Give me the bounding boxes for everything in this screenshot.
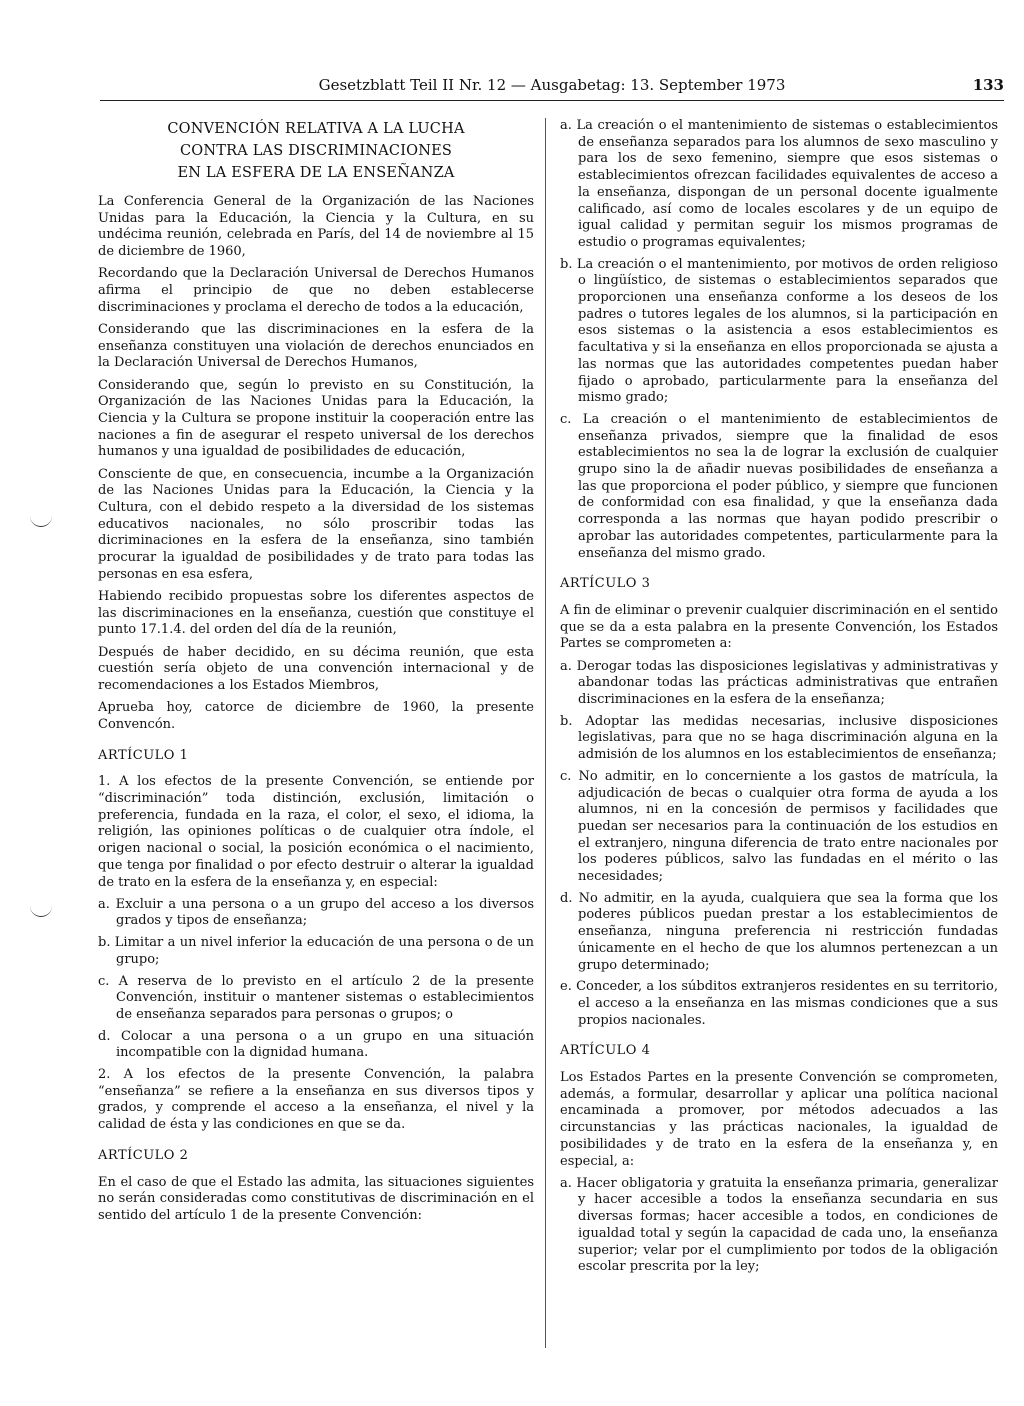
list-item: d. No admitir, en la ayuda, cualquiera que sea la forma que los poderes públicos puedan prestar a los establecimientos de enseñanza, ninguna preferencia ni restricción fundadas únicamente en el hecho de que los alumnos pertenezcan a un grupo determinado; <box>560 890 998 973</box>
list-item: b. Limitar a un nivel inferior la educación de una persona o de un grupo; <box>98 935 534 967</box>
margin-mark <box>30 516 52 527</box>
column-divider <box>545 118 546 1348</box>
list-item: c. A reserva de lo previsto en el artículo 2 de la presente Convención, instituir o mantener sistemas o establecimientos de enseñanza separados para personas o grupos; o <box>98 973 534 1022</box>
list-item: a. Hacer obligatoria y gratuita la enseñanza primaria, generalizar y hacer accesible a todos la enseñanza secundaria en sus diversas formas; hacer accesible a todos, en condiciones de igualdad total y según la capacidad de cada uno, la enseñanza superior; velar por el cumplimiento por todos de la obligación escolar prescrita por la ley; <box>560 1175 998 1275</box>
article-heading: ARTÍCULO 3 <box>560 576 651 592</box>
article-paragraph: 2. A los efectos de la presente Convención, la palabra “enseñanza” se refiere a la enseñanza en sus diversos tipos y grados, y comprende el acceso a la enseñanza, el nivel y la calidad de ésta y las condiciones en que se da. <box>98 1067 534 1133</box>
page-header <box>100 76 1004 101</box>
preamble-paragraph: Considerando que las discriminaciones en la esfera de la enseñanza constituyen una violación de derechos enunciados en la Declaración Universal de Derechos Humanos, <box>98 321 534 371</box>
preamble-paragraph: Después de haber decidido, en su décima reunión, que esta cuestión sería objeto de una convención internacional y de recomendaciones a los Estados Miembros, <box>98 644 534 693</box>
preamble-paragraph: La Conferencia General de la Organización de las Naciones Unidas para la Educación, la Ciencia y la Cultura, en su undécima reunión, celebrada en París, del 14 de noviembre al 15 de diciembre de 1960, <box>98 194 534 260</box>
article-paragraph: 1. A los efectos de la presente Convención, se entiende por “discriminación” toda distinción, exclusión, limitación o preferencia, fundada en la raza, el color, el sexo, el idioma, la religión, las opiniones políticas o de cualquier otra índole, el origen nacional o social, la posición económica o el nacimiento, que tenga por finalidad o por efecto destruir o alterar la igualdad de trato en la esfera de la enseñanza y, en especial: <box>98 774 534 890</box>
article-heading: ARTÍCULO 2 <box>98 1147 189 1163</box>
gazette-title: Gesetzblatt Teil II Nr. 12 — Ausgabetag: 13. September 1973 <box>318 76 786 94</box>
list-item: e. Conceder, a los súbditos extranjeros residentes en su territorio, el acceso a la enseñanza en las mismas condiciones que a sus propios nacionales. <box>560 979 998 1028</box>
article-heading: ARTÍCULO 4 <box>560 1043 651 1059</box>
list-item: c. No admitir, en lo concerniente a los gastos de matrícula, la adjudicación de becas o cualquier otra forma de ayuda a los alumnos, ni en la concesión de permisos y facilidades que puedan ser necesarios para la continuación de los estudios en el extranjero, ninguna diferencia de trato entre nacionales por los poderes públicos, salvo las fundadas en el mérito o las necesidades; <box>560 768 998 885</box>
list-item: a. Derogar todas las disposiciones legislativas y administrativas y abandonar todas las prácticas administrativas que entrañen discriminaciones en la esfera de la enseñanza; <box>560 658 998 707</box>
preamble-paragraph: Aprueba hoy, catorce de diciembre de 1960, la presente Convencón. <box>98 700 534 732</box>
preamble-paragraph: Consciente de que, en consecuencia, incumbe a la Organización de las Naciones Unidas para la Educación, la Ciencia y la Cultura, con el debido respeto a la diversidad de los sistemas educativos nacionales, no sólo proscribir todas las dicriminaciones en la esfera de la enseñanza, sino también procurar la igualdad de posibilidades y de trato para todas las personas en esa esfera, <box>98 466 534 582</box>
left-column <box>98 118 534 1230</box>
right-column <box>560 118 998 1281</box>
convention-title <box>98 118 534 184</box>
article-paragraph: En el caso de que el Estado las admita, las situaciones siguientes no serán consideradas como constitutivas de discriminación en el sentido del artículo 1 de la presente Convención: <box>98 1174 534 1223</box>
article-heading: ARTÍCULO 1 <box>98 747 189 763</box>
preamble-paragraph: Recordando que la Declaración Universal de Derechos Humanos afirma el principio de que no deben establecerse discriminaciones y proclama el derecho de todos a la educación, <box>98 266 534 315</box>
preamble-paragraph: Habiendo recibido propuestas sobre los diferentes aspectos de las discriminaciones en la enseñanza, cuestión que constituye el punto 17.1.4. del orden del día de la reunión, <box>98 588 534 638</box>
article-paragraph: Los Estados Partes en la presente Convención se comprometen, además, a formular, desarrollar y aplicar una política nacional encaminada a promover, por métodos adecuados a las circunstancias y las prácticas nacionales, la igualdad de posibilidades y de trato en la esfera de la enseñanza y, en especial, a: <box>560 1070 998 1169</box>
article-paragraph: A fin de eliminar o prevenir cualquier discriminación en el sentido que se da a esta palabra en la presente Convención, los Estados Partes se comprometen a: <box>560 602 998 652</box>
list-item: a. Excluir a una persona o a un grupo del acceso a los diversos grados y tipos de enseñanza; <box>98 896 534 929</box>
list-item: c. La creación o el mantenimiento de establecimientos de enseñanza privados, siempre que la finalidad de esos establecimientos no sea la de lograr la exclusión de cualquier grupo sino la de añadir nuevas posibilidades de enseñanza a las que proporciona el poder público, y siempre que funcionen de conformidad con esa finalidad, y que la enseñanza dada corresponda a las normas que hayan podido prescribir o aprobar las autoridades competentes, particularmente para la enseñanza del mismo grado. <box>560 411 998 561</box>
page-number: 133 <box>972 76 1004 94</box>
preamble-paragraph: Considerando que, según lo previsto en su Constitución, la Organización de las Naciones Unidas para la Educación, la Ciencia y la Cultura se propone instituir la cooperación entre las naciones a fin de asegurar el respeto universal de los derechos humanos y una igualdad de posibilidades de educación, <box>98 377 534 460</box>
title-line: CONTRA LAS DISCRIMINACIONES <box>179 143 453 159</box>
title-line: EN LA ESFERA DE LA ENSEÑANZA <box>177 165 455 181</box>
list-item: a. La creación o el mantenimiento de sistemas o establecimientos de enseñanza separados para los alumnos de sexo masculino y para los de sexo femenino, siempre que esos sistemas o establecimientos ofrezcan facilidades equivalentes de acceso a la enseñanza, dispongan de un personal docente igualmente calificado, así como de locales escolares y de un equipo de igual calidad y permitan seguir los mismos programas de estudio o programas equivalentes; <box>560 118 998 250</box>
list-item: d. Colocar a una persona o a un grupo en una situación incompatible con la dignidad humana. <box>98 1028 534 1061</box>
list-item: b. La creación o el mantenimiento, por motivos de orden religioso o lingüístico, de sistemas o establecimientos separados que proporcionen una enseñanza conforme a los deseos de los padres o tutores legales de los alumnos, si la participación en esos sistemas o la asistencia a esos establecimientos es facultativa y si la enseñanza en ellos proporcionada se ajusta a las normas que las autoridades competentes puedan haber fijado o aprobado, particularmente para la enseñanza del mismo grado; <box>560 256 998 406</box>
margin-mark <box>30 906 52 917</box>
title-line: CONVENCIÓN RELATIVA A LA LUCHA <box>167 121 465 137</box>
list-item: b. Adoptar las medidas necesarias, inclusive disposiciones legislativas, para que no se haga discriminación alguna en la admisión de los alumnos en los establecimientos de enseñanza; <box>560 713 998 763</box>
